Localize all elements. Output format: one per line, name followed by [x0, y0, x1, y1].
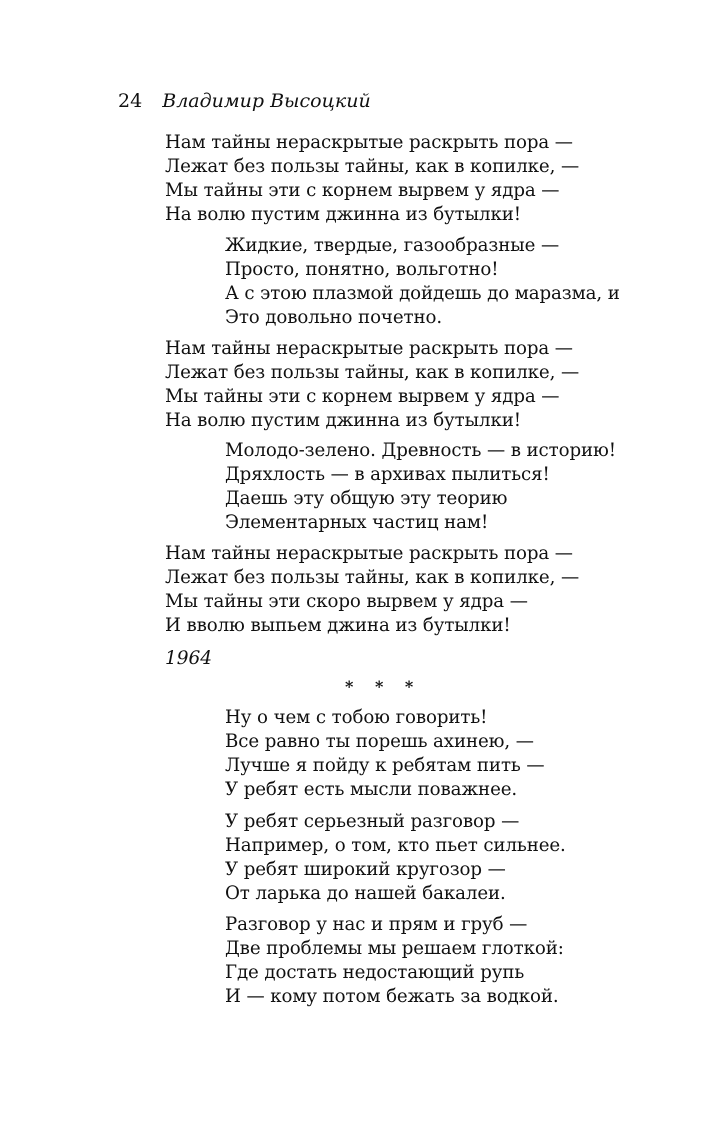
verse-line: Просто, понятно, вольготно! — [225, 259, 499, 280]
verse-line: Мы тайны эти с корнем вырвем у ядра — — [165, 386, 560, 407]
running-header — [118, 89, 371, 113]
verse-line: На волю пустим джинна из бутылки! — [165, 410, 521, 431]
poem2-stanza-2 — [225, 810, 566, 906]
verse-line: Даешь эту общую эту теорию — [225, 488, 508, 509]
section-separator: * * * — [345, 677, 422, 696]
poem1-stanza-3 — [165, 337, 579, 433]
verse-line: Где достать недостающий рупь — [225, 962, 525, 983]
poem1-stanza-5 — [165, 542, 579, 638]
verse-line: Жидкие, твердые, газообразные — — [225, 235, 560, 256]
verse-line: У ребят есть мысли поважнее. — [225, 779, 518, 800]
verse-line: Лежат без пользы тайны, как в копилке, — — [165, 567, 580, 588]
verse-line: И — кому потом бежать за водкой. — [225, 986, 559, 1007]
verse-line: Дряхлость — в архивах пылиться! — [225, 464, 550, 485]
verse-line: Лежат без пользы тайны, как в копилке, — — [165, 362, 580, 383]
verse-line: Нам тайны нераскрытые раскрыть пора — — [165, 338, 573, 359]
verse-line: Ну о чем с тобою говорить! — [225, 707, 488, 728]
verse-line: На волю пустим джинна из бутылки! — [165, 204, 521, 225]
poem1-year: 1964 — [165, 648, 213, 669]
verse-line: Нам тайны нераскрытые раскрыть пора — — [165, 543, 573, 564]
verse-line: Молодо-зелено. Древность — в историю! — [225, 440, 616, 461]
verse-line: Разговор у нас и прям и груб — — [225, 914, 528, 935]
verse-line: Это довольно почетно. — [225, 307, 443, 328]
verse-line: Мы тайны эти скоро вырвем у ядра — — [165, 591, 528, 612]
poem2-stanza-1 — [225, 706, 544, 802]
verse-line: У ребят широкий кругозор — — [225, 859, 506, 880]
running-header-author: Владимир Высоцкий — [162, 90, 371, 112]
poem1-stanza-4 — [225, 439, 616, 535]
verse-line: И вволю выпьем джина из бутылки! — [165, 615, 511, 636]
poem1-stanza-1 — [165, 131, 579, 227]
verse-line: От ларька до нашей бакалеи. — [225, 883, 506, 904]
poem1-stanza-2 — [225, 234, 620, 330]
verse-line: Лежат без пользы тайны, как в копилке, — — [165, 156, 580, 177]
poem2-stanza-3 — [225, 913, 564, 1009]
verse-line: Например, о том, кто пьет сильнее. — [225, 835, 566, 856]
page-number: 24 — [118, 90, 143, 112]
verse-line: У ребят серьезный разговор — — [225, 811, 520, 832]
verse-line: Все равно ты порешь ахинею, — — [225, 731, 534, 752]
verse-line: Мы тайны эти с корнем вырвем у ядра — — [165, 180, 560, 201]
verse-line: Две проблемы мы решаем глоткой: — [225, 938, 564, 959]
verse-line: А с этою плазмой дойдешь до маразма, и — [225, 283, 620, 304]
verse-line: Лучше я пойду к ребятам пить — — [225, 755, 545, 776]
verse-line: Нам тайны нераскрытые раскрыть пора — — [165, 132, 573, 153]
verse-line: Элементарных частиц нам! — [225, 512, 489, 533]
